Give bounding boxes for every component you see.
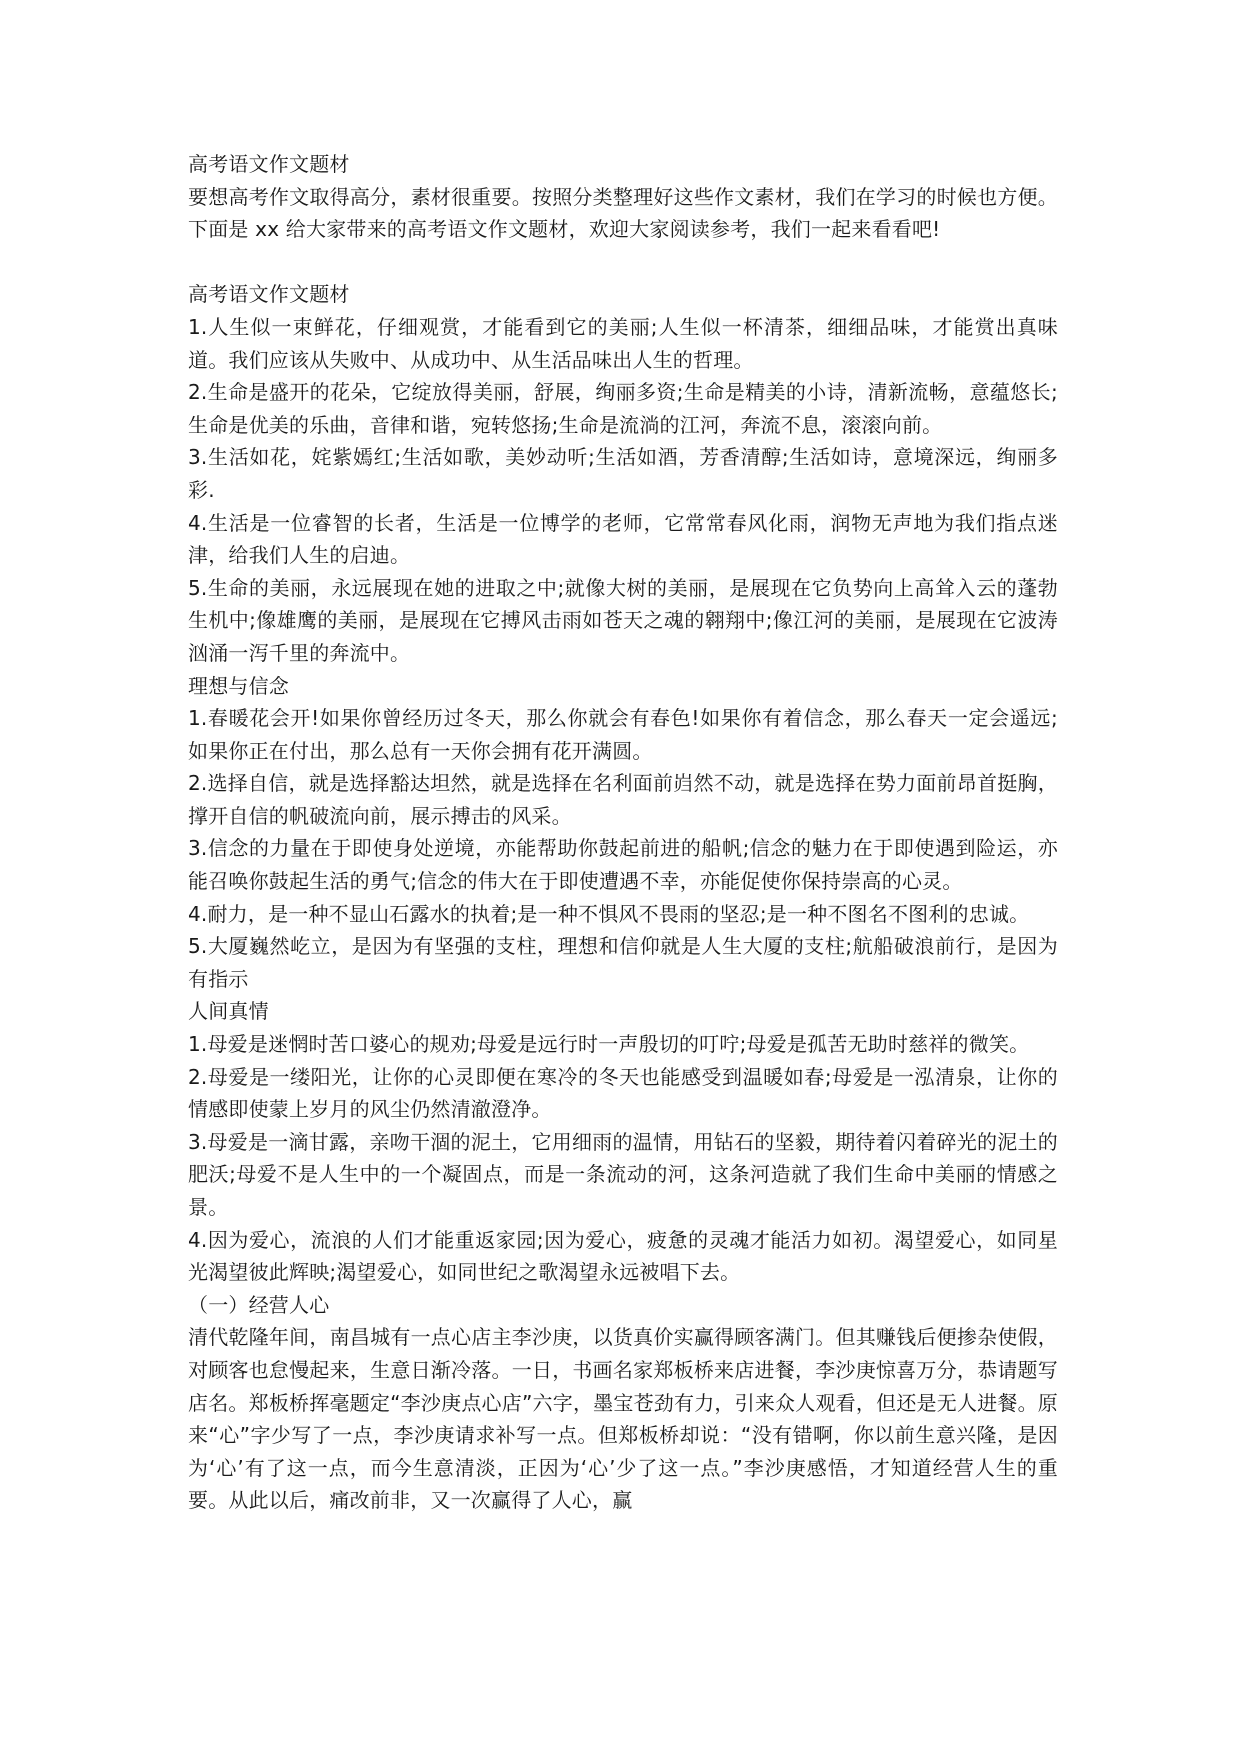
document-page <box>188 148 1058 1517</box>
list-item: 1.春暖花会开!如果你曾经历过冬天，那么你就会有春色!如果你有着信念，那么春天一定会遥远;如果你正在付出，那么总有一天你会拥有花开满圆。 <box>188 706 1058 763</box>
list-item: 3.母爱是一滴甘露，亲吻干涸的泥土，它用细雨的温情，用钻石的坚毅，期待着闪着碎光的泥土的肥沃;母爱不是人生中的一个凝固点，而是一条流动的河，这条河造就了我们生命中美丽的情感之景。 <box>188 1129 1058 1219</box>
section-heading: 人间真情 <box>188 999 269 1024</box>
list-item: 4.因为爱心，流浪的人们才能重返家园;因为爱心，疲惫的灵魂才能活力如初。渴望爱心，如同星光渴望彼此辉映;渴望爱心，如同世纪之歌渴望永远被唱下去。 <box>188 1227 1058 1285</box>
section-heading: （一）经营人心 <box>188 1292 330 1317</box>
list-item: 2.选择自信，就是选择豁达坦然，就是选择在名利面前岿然不动，就是选择在势力面前昂首挺胸，撑开自信的帆破流向前，展示搏击的风采。 <box>188 771 1058 828</box>
list-item: 1.母爱是迷惘时苦口婆心的规劝;母爱是远行时一声殷切的叮咛;母爱是孤苦无助时慈祥的微笑。 <box>188 1032 1030 1057</box>
list-item: 5.生命的美丽，永远展现在她的进取之中;就像大树的美丽，是展现在它负势向上高耸入云的蓬勃生机中;像雄鹰的美丽，是展现在它搏风击雨如苍天之魂的翱翔中;像江河的美丽，是展现在它波涛汹涌一泻千里的奔流中。 <box>188 575 1058 665</box>
list-item: 4.耐力，是一种不显山石露水的执着;是一种不惧风不畏雨的坚忍;是一种不图名不图利的忠诚。 <box>188 901 1030 926</box>
list-item: 1.人生似一束鲜花，仔细观赏，才能看到它的美丽;人生似一杯清茶，细细品味，才能赏出真味道。我们应该从失败中、从成功中、从生活品味出人生的哲理。 <box>188 314 1058 372</box>
intro-paragraph: 要想高考作文取得高分，素材很重要。按照分类整理好这些作文素材，我们在学习的时候也方便。下面是 xx 给大家带来的高考语文作文题材，欢迎大家阅读参考，我们一起来看看吧! <box>188 184 1058 242</box>
story-paragraph: 清代乾隆年间，南昌城有一点心店主李沙庚，以货真价实赢得顾客满门。但其赚钱后便掺杂使假，对顾客也怠慢起来，生意日渐冷落。一日，书画名家郑板桥来店进餐，李沙庚惊喜万分，恭请题写店名。郑板桥挥毫题定“李沙庚点心店”六字，墨宝苍劲有力，引来众人观看，但还是无人进餐。原来“心”字少写了一点，李沙庚请求补写一点。但郑板桥却说：“没有错啊，你以前生意兴隆，是因为‘心’有了这一点，而今生意清淡，正因为‘心’少了这一点。”李沙庚感悟，才知道经营人生的重要。从此以后，痛改前非，又一次赢得了人心，赢 <box>188 1325 1058 1513</box>
document-title: 高考语文作文题材 <box>188 152 350 176</box>
section-heading: 高考语文作文题材 <box>188 282 350 307</box>
list-item: 2.母爱是一缕阳光，让你的心灵即便在寒冷的冬天也能感受到温暖如春;母爱是一泓清泉，让你的情感即使蒙上岁月的风尘仍然清澈澄净。 <box>188 1064 1058 1122</box>
blank-line <box>188 246 1058 279</box>
list-item: 3.生活如花，姹紫嫣红;生活如歌，美妙动听;生活如酒，芳香清醇;生活如诗，意境深远，绚丽多彩. <box>188 445 1058 502</box>
list-item: 2.生命是盛开的花朵，它绽放得美丽，舒展，绚丽多资;生命是精美的小诗，清新流畅，意蕴悠长;生命是优美的乐曲，音律和谐，宛转悠扬;生命是流淌的江河，奔流不息，滚滚向前。 <box>188 380 1058 437</box>
section-heading: 理想与信念 <box>188 673 289 698</box>
list-item: 5.大厦巍然屹立，是因为有坚强的支柱，理想和信仰就是人生大厦的支柱;航船破浪前行，是因为有指示 <box>188 934 1058 991</box>
list-item: 4.生活是一位睿智的长者，生活是一位博学的老师，它常常春风化雨，润物无声地为我们指点迷津，给我们人生的启迪。 <box>188 510 1058 568</box>
list-item: 3.信念的力量在于即使身处逆境，亦能帮助你鼓起前进的船帆;信念的魅力在于即使遇到险运，亦能召唤你鼓起生活的勇气;信念的伟大在于即使遭遇不幸，亦能促使你保持崇高的心灵。 <box>188 836 1058 894</box>
